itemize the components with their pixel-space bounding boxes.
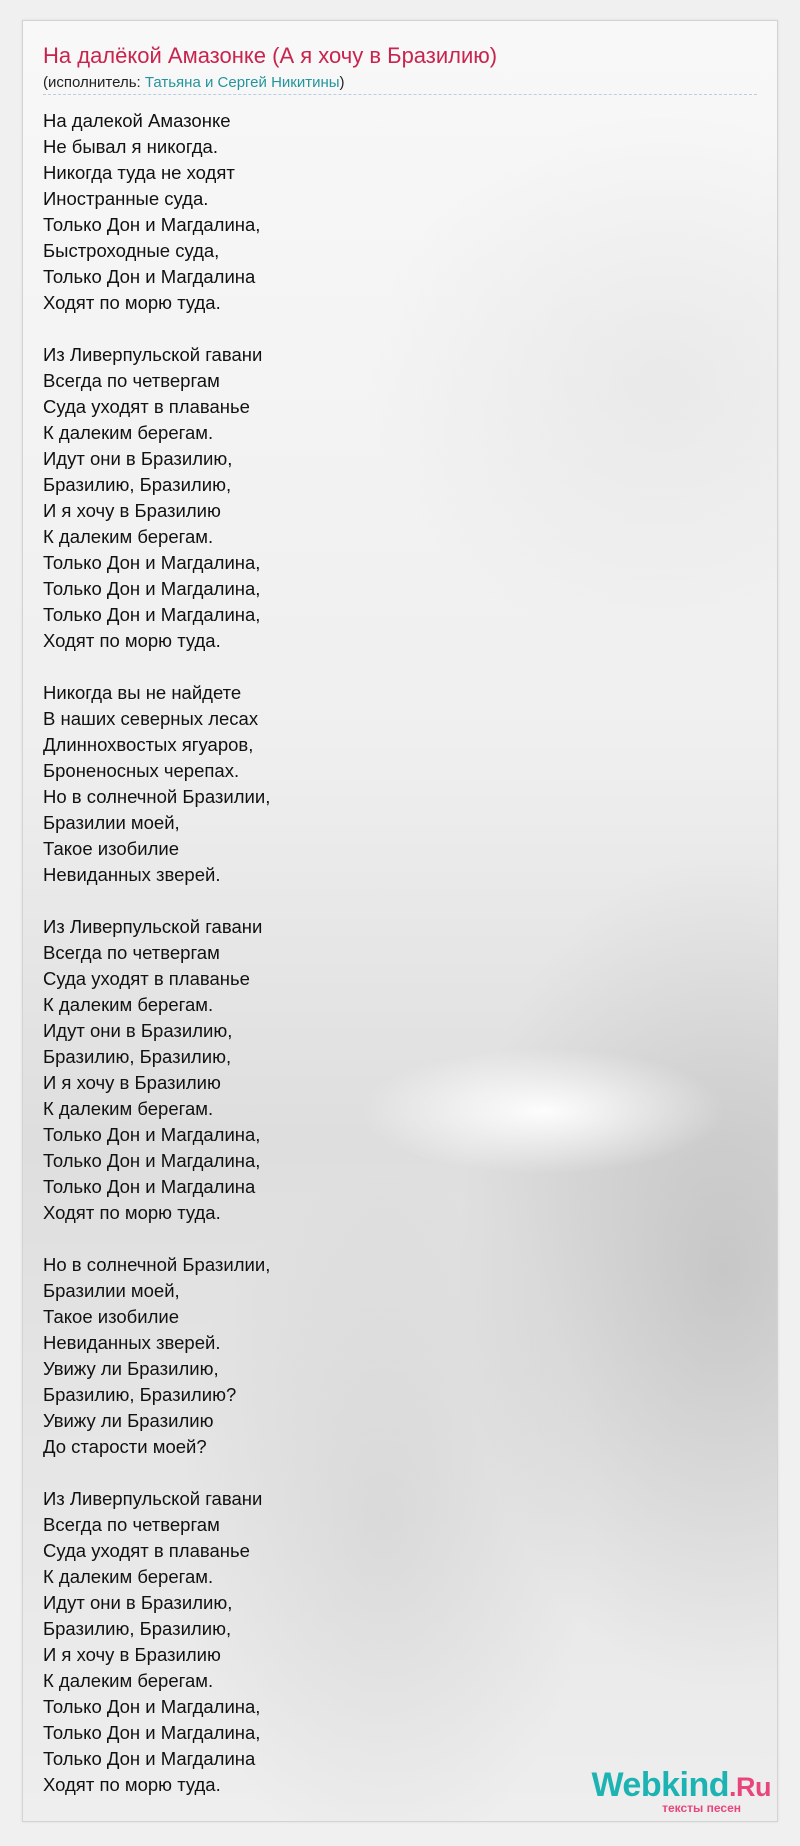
lyric-line: Всегда по четвергам (43, 1514, 220, 1535)
lyric-line: И я хочу в Бразилию (43, 1644, 221, 1665)
lyric-line: Увижу ли Бразилию, (43, 1358, 219, 1379)
lyric-line: Бразилию, Бразилию, (43, 1046, 232, 1067)
lyric-line: Бразилию, Бразилию, (43, 474, 232, 495)
lyric-line: Такое изобилие (43, 1306, 180, 1327)
lyric-line: Только Дон и Магдалина, (43, 604, 261, 625)
logo-main-text: Webkind (591, 1766, 729, 1804)
lyric-line: Только Дон и Магдалина, (43, 1124, 261, 1145)
lyric-line: До старости моей? (43, 1436, 207, 1457)
lyric-line: Невиданных зверей. (43, 864, 221, 885)
lyrics-text (43, 108, 270, 1822)
lyrics-card (22, 20, 778, 1822)
lyric-line: Увижу ли Бразилию (43, 1410, 214, 1431)
lyric-line: Бразилии моей, (43, 812, 180, 833)
lyric-line: Идут они в Бразилию, (43, 448, 233, 469)
lyric-line: Ходят по морю туда. (43, 1774, 221, 1795)
lyric-line: Суда уходят в плаванье (43, 396, 250, 417)
lyric-line: Бразилию, Бразилию? (43, 1384, 237, 1405)
lyric-line: Бразилию, Бразилию, (43, 1618, 232, 1639)
lyric-line: К далеким берегам. (43, 1566, 214, 1587)
logo-wordmark (571, 1767, 771, 1805)
lyric-line: И я хочу в Бразилию (43, 1072, 221, 1093)
lyric-line: К далеким берегам. (43, 994, 214, 1015)
artist-link[interactable]: Татьяна и Сергей Никитины (144, 74, 340, 91)
logo-tagline: тексты песен (662, 1801, 741, 1815)
lyric-line: Из Ливерпульской гавани (43, 344, 263, 365)
lyric-line: Невиданных зверей. (43, 1332, 221, 1353)
lyric-line: К далеким берегам. (43, 1670, 214, 1691)
logo-suffix-text: .Ru (729, 1772, 771, 1802)
lyric-line: Всегда по четвергам (43, 370, 220, 391)
lyric-line: Никогда вы не найдете (43, 682, 242, 703)
lyrics-stanza (43, 1252, 270, 1460)
byline-suffix: ) (339, 74, 345, 91)
lyric-line: К далеким берегам. (43, 422, 214, 443)
lyric-line: Суда уходят в плаванье (43, 1540, 250, 1561)
lyric-line: Только Дон и Магдалина (43, 1748, 256, 1769)
lyric-line: Только Дон и Магдалина, (43, 1150, 261, 1171)
song-title: На далёкой Амазонке (А я хочу в Бразилию) (43, 43, 498, 68)
lyric-line: Бразилии моей, (43, 1280, 180, 1301)
lyrics-stanza (43, 108, 270, 316)
lyric-line: Только Дон и Магдалина, (43, 1722, 261, 1743)
byline-prefix: (исполнитель: (43, 74, 145, 91)
lyrics-stanza (43, 1486, 270, 1798)
lyric-line: Только Дон и Магдалина, (43, 214, 261, 235)
lyrics-stanza (43, 680, 270, 888)
lyric-line: Только Дон и Магдалина (43, 266, 256, 287)
lyric-line: Только Дон и Магдалина, (43, 1696, 261, 1717)
lyric-line: Из Ливерпульской гавани (43, 1488, 263, 1509)
lyric-line: Ходят по морю туда. (43, 630, 221, 651)
lyric-line: Только Дон и Магдалина, (43, 552, 261, 573)
lyric-line: Броненосных черепах. (43, 760, 240, 781)
lyric-line: Идут они в Бразилию, (43, 1020, 233, 1041)
lyric-line: К далеким берегам. (43, 526, 214, 547)
lyric-line: Идут они в Бразилию, (43, 1592, 233, 1613)
lyrics-stanza (43, 914, 270, 1226)
lyric-line: Никогда туда не ходят (43, 162, 235, 183)
lyrics-stanza (43, 342, 270, 654)
lyric-line: На далекой Амазонке (43, 110, 231, 131)
lyric-line: Ходят по морю туда. (43, 292, 221, 313)
lyric-line: Всегда по четвергам (43, 942, 220, 963)
lyric-line: Из Ливерпульской гавани (43, 916, 263, 937)
lyric-line: Только Дон и Магдалина (43, 1176, 256, 1197)
site-logo[interactable] (571, 1767, 771, 1815)
lyric-line: Суда уходят в плаванье (43, 968, 250, 989)
lyric-line: Но в солнечной Бразилии, (43, 786, 271, 807)
lyric-line: Только Дон и Магдалина, (43, 578, 261, 599)
title-divider (43, 94, 757, 95)
lyric-line: Быстроходные суда, (43, 240, 220, 261)
lyric-line: Ходят по морю туда. (43, 1202, 221, 1223)
performer-byline (43, 74, 345, 91)
lyric-line: И я хочу в Бразилию (43, 500, 221, 521)
lyric-line: В наших северных лесах (43, 708, 259, 729)
lyric-line: Длиннохвостых ягуаров, (43, 734, 254, 755)
lyric-line: К далеким берегам. (43, 1098, 214, 1119)
lyric-line: Не бывал я никогда. (43, 136, 218, 157)
lyric-line: Такое изобилие (43, 838, 180, 859)
lyric-line: Иностранные суда. (43, 188, 209, 209)
lyric-line: Но в солнечной Бразилии, (43, 1254, 271, 1275)
